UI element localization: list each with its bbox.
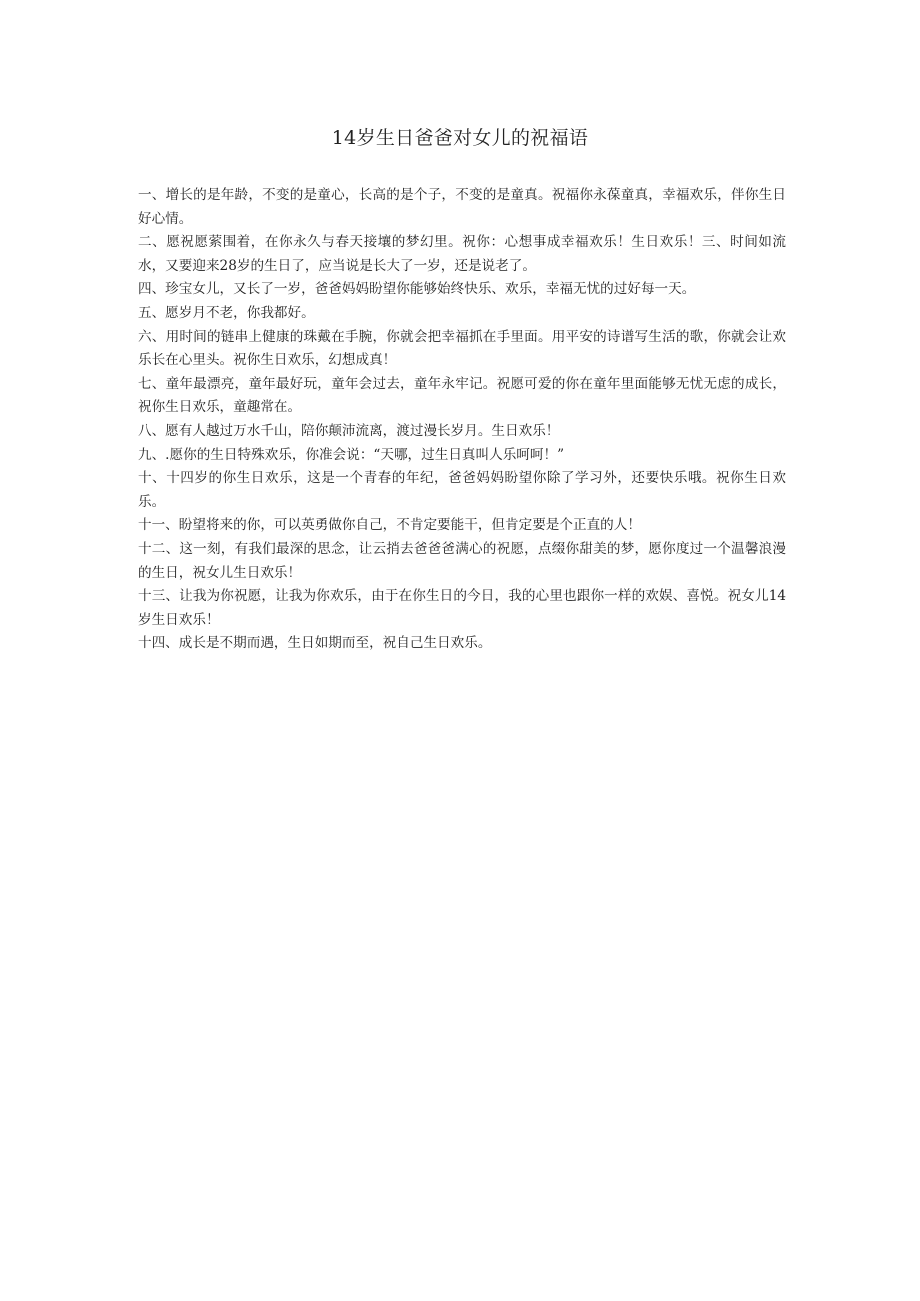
document-title: 14岁生日爸爸对女儿的祝福语 [331, 127, 589, 149]
paragraph-3: 四、珍宝女儿，又长了一岁，爸爸妈妈盼望你能够始终快乐、欢乐，幸福无忧的过好每一天。 [138, 281, 696, 298]
paragraph-1: 一、增长的是年龄，不变的是童心，长高的是个子，不变的是童真。祝福你永葆童真，幸福欢乐，伴你生日好心情。 [138, 187, 786, 227]
paragraph-7: 八、愿有人越过万水千山，陪你颠沛流离，渡过漫长岁月。生日欢乐！ [138, 422, 560, 439]
document-body [138, 184, 786, 656]
paragraph-13: 十四、成长是不期而遇，生日如期而至，祝自己生日欢乐。 [138, 635, 492, 652]
paragraph-2: 二、愿祝愿萦围着，在你永久与春天接壤的梦幻里。祝你：心想事成幸福欢乐！生日欢乐！三、时间如流水，又要迎来28岁的生日了，应当说是长大了一岁，还是说老了。 [138, 234, 786, 274]
paragraph-10: 十一、盼望将来的你，可以英勇做你自己，不肯定要能干，但肯定要是个正直的人！ [138, 517, 641, 534]
paragraph-4: 五、愿岁月不老，你我都好。 [138, 304, 315, 321]
paragraph-6: 七、童年最漂亮，童年最好玩，童年会过去，童年永牢记。祝愿可爱的你在童年里面能够无忧无虑的成长，祝你生日欢乐，童趣常在。 [138, 375, 786, 416]
paragraph-8: 九、.愿你的生日特殊欢乐，你准会说：“天哪，过生日真叫人乐呵呵！” [138, 446, 565, 463]
paragraph-11: 十二、这一刻，有我们最深的思念，让云捎去爸爸爸满心的祝愿，点缀你甜美的梦，愿你度过一个温馨浪漫的生日，祝女儿生日欢乐！ [138, 540, 786, 581]
paragraph-12: 十三、让我为你祝愿，让我为你欢乐，由于在你生日的今日，我的心里也跟你一样的欢娱、喜悦。祝女儿14岁生日欢乐！ [138, 588, 786, 628]
paragraph-5: 六、用时间的链串上健康的珠戴在手腕，你就会把幸福抓在手里面。用平安的诗谱写生活的歌，你就会让欢乐长在心里头。祝你生日欢乐，幻想成真！ [138, 328, 786, 369]
paragraph-9: 十、十四岁的你生日欢乐，这是一个青春的年纪，爸爸妈妈盼望你除了学习外，还要快乐哦。祝你生日欢乐。 [138, 470, 786, 510]
